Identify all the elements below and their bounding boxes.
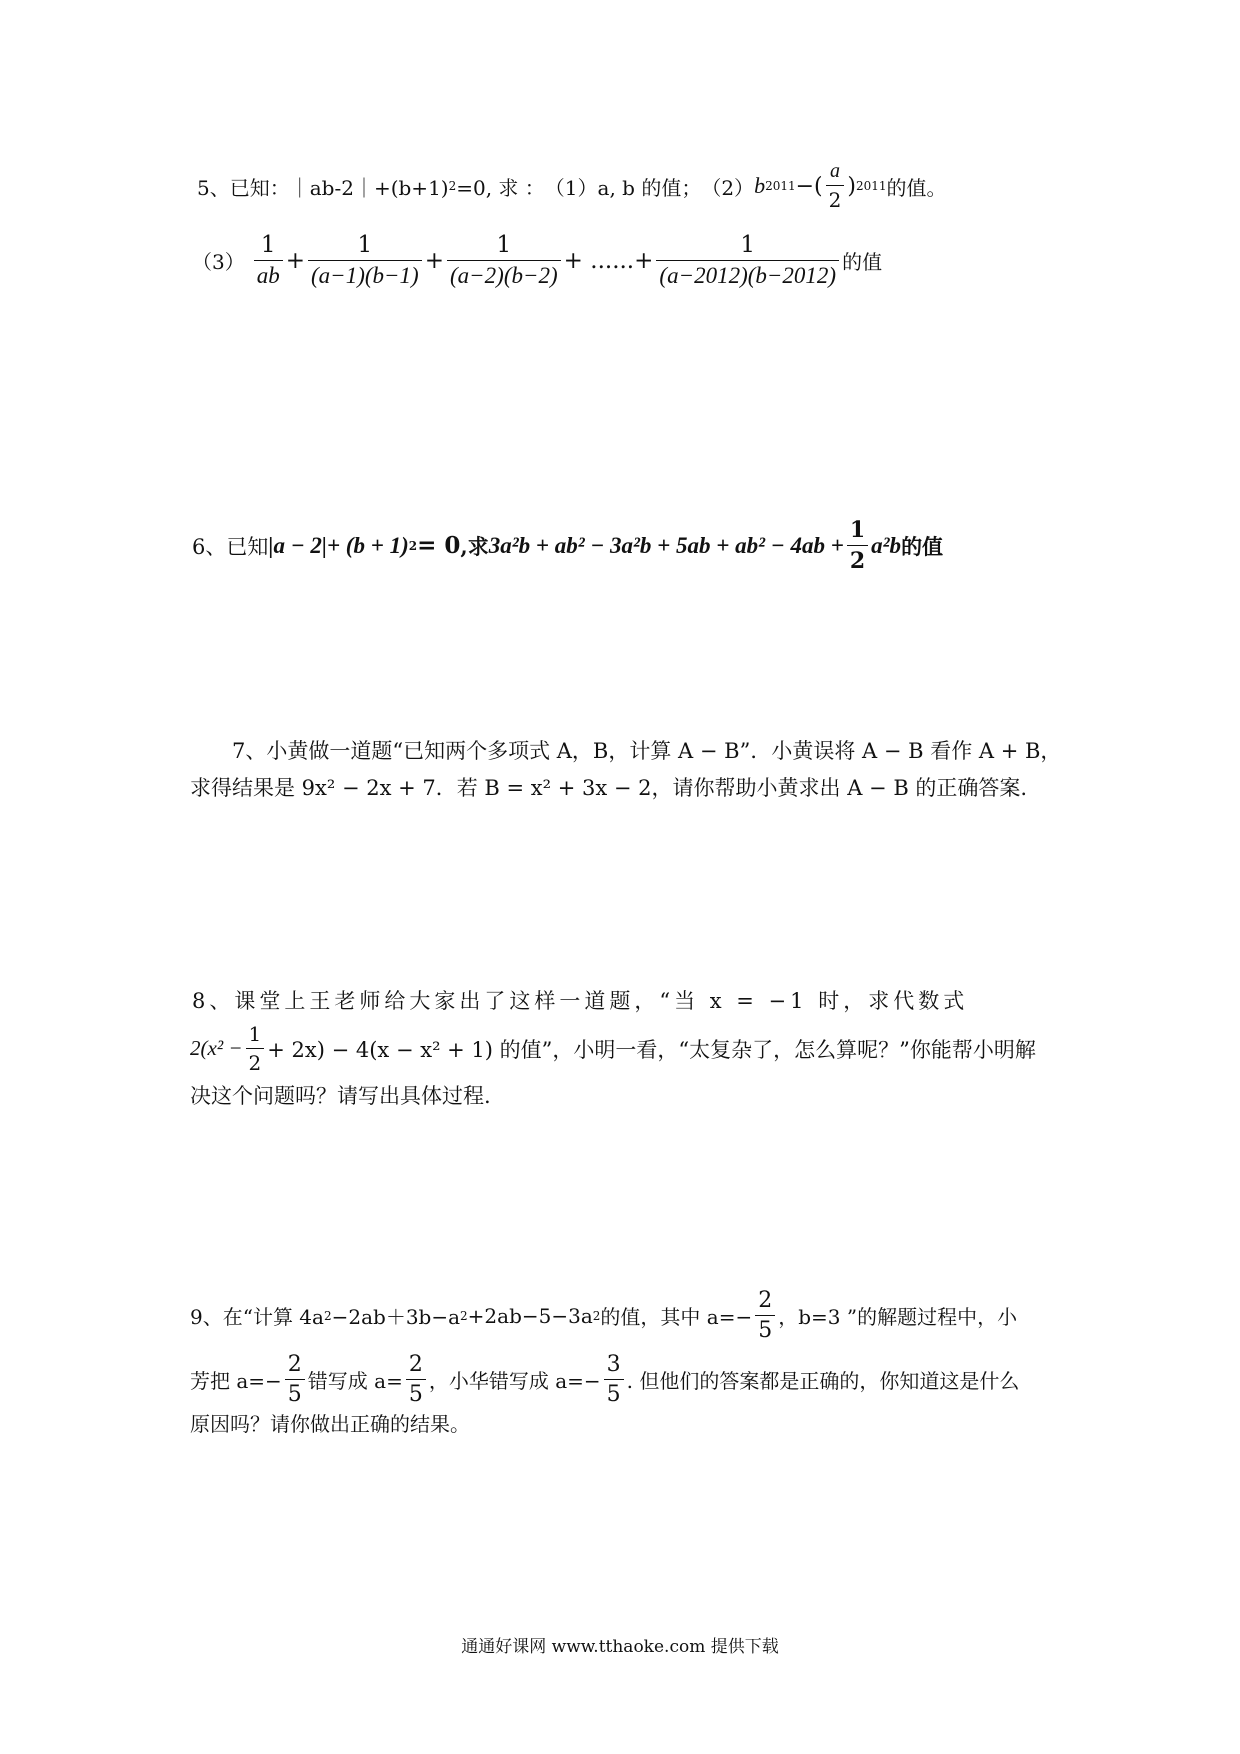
q5-part3-label: （3）: [192, 250, 245, 274]
q5-part2-minus: −(: [795, 173, 823, 199]
q9-l2-c: ，小华错写成 a=−: [428, 1369, 601, 1393]
q5-frac-1-num: 1: [260, 232, 276, 258]
q9-frac-2: [285, 1352, 305, 1407]
q8-frac-den: 2: [246, 1048, 265, 1075]
q5-frac-3: [447, 232, 561, 289]
q5-frac-3-num: 1: [496, 232, 512, 258]
q5-part2-fraction: [826, 160, 845, 212]
q5-frac-4: [656, 232, 839, 289]
q9-l1-a: 9、在“计算 4a: [190, 1305, 324, 1329]
q9-frac-3-num: 2: [408, 1352, 423, 1377]
q6-frac-num: 1: [849, 517, 866, 543]
q5-frac-2: [308, 232, 422, 289]
q6-line: 6、 已知 |a − 2| + (b + 1) 2 = 0 ,求 3a²b + ab² − 3a²b + 5ab + ab² − 4ab + $\frac{1}{2}$ a²b 的值: [192, 517, 944, 574]
q9-l1-b: −2ab＋3b−a: [331, 1305, 461, 1329]
q8-expr-a: 2(x² −: [190, 1036, 243, 1060]
q5-part2-close: ): [847, 173, 856, 199]
q9-frac-2-num: 2: [287, 1352, 302, 1377]
q9-frac-2-den: 5: [285, 1379, 305, 1407]
q8-fraction: [246, 1022, 265, 1075]
q9-line3: 原因吗？请你做出正确的结果。: [190, 1412, 470, 1436]
q9-l1-d: 的值，其中 a=−: [600, 1305, 753, 1329]
q5-given: 已知：: [229, 175, 290, 200]
q6-frac-den: 2: [847, 545, 868, 574]
q5-part2-base: b: [754, 173, 766, 198]
q6-expr: 3a²b + ab² − 3a²b + 5ab + ab² − 4ab +: [488, 532, 844, 558]
q5-plus-1: +: [285, 247, 306, 274]
q6-eq: = 0: [417, 532, 461, 559]
q9-frac-1-num: 2: [758, 1288, 773, 1313]
q7-line2: 求得结果是 9x² − 2x + 7．若 B = x² + 3x − 2，请你帮助小黄求出 A − B 的正确答案.: [190, 776, 1028, 800]
q5-line2: [192, 232, 882, 289]
q5-plus-2: +: [424, 247, 444, 274]
q6-plus: + (b + 1): [326, 532, 409, 558]
q8-line3: 决这个问题吗？请写出具体过程.: [190, 1084, 491, 1108]
q5-dots: + ......+: [563, 247, 654, 274]
q8-expr-b: + 2x) − 4(x − x² + 1) 的值”，小明一看，“太复杂了，怎么算呢？”你能帮小明解: [267, 1037, 1036, 1062]
q9-frac-3-den: 5: [406, 1379, 426, 1407]
q5-part3-tail: 的值: [842, 250, 883, 274]
q7-line1: 7、小黄做一道题“已知两个多项式 A，B，计算 A − B”．小黄误将 A − B 看作 A + B，: [232, 739, 1062, 763]
q8-line1: 8、课堂上王老师给大家出了这样一道题，“当 x = −1 时，求代数式: [192, 989, 969, 1013]
q6-ask: ,求: [460, 533, 489, 559]
q8-line2: [190, 1022, 1036, 1075]
page-footer: 通通好课网 www.tthaoke.com 提供下载: [461, 1637, 779, 1657]
q9-frac-4: [604, 1352, 624, 1407]
q6-expr-tail: a²b: [871, 532, 902, 558]
q5-frac-3-den: (a−2)(b−2): [447, 260, 561, 289]
q5-frac-4-num: 1: [740, 232, 756, 258]
q5-part2-frac-num: a: [830, 160, 840, 182]
q9-l1-c: +2ab−5−3a: [467, 1303, 593, 1328]
q5-number: 5、: [197, 175, 230, 200]
q5-condition: ｜ab-2｜+(b+1): [289, 175, 449, 200]
q9-frac-4-den: 5: [604, 1379, 624, 1407]
q5-frac-4-den: (a−2012)(b−2012): [656, 260, 839, 289]
q9-frac-3: [406, 1352, 426, 1407]
q8-frac-num: 1: [248, 1022, 262, 1046]
q5-part2-frac-den: 2: [826, 185, 845, 212]
q9-frac-1: [755, 1288, 775, 1343]
q6-tail: 的值: [901, 533, 944, 559]
q5-frac-2-den: (a−1)(b−1): [308, 260, 422, 289]
q6-number: 6、: [192, 534, 227, 559]
q5-condition-tail: =0, 求 ：: [456, 175, 545, 200]
q6-given: 已知: [226, 534, 269, 559]
q9-l1-e: ，b=3 ”的解题过程中，小: [778, 1305, 1018, 1329]
q5-frac-2-num: 1: [357, 232, 373, 258]
q5-part1: （1）a, b 的值；: [544, 175, 702, 200]
q5-frac-1: [254, 232, 283, 289]
q5-part2: （2）: [701, 175, 755, 200]
q5-part2-tail: 的值。: [886, 175, 947, 200]
q6-abs: |a − 2|: [268, 532, 327, 558]
q9-frac-1-den: 5: [755, 1315, 775, 1343]
q9-line1: 9、在“计算 4a 2 −2ab＋3b−a 2 +2ab−5−3a 2 的值，其中 a=− $\frac{2}{5}$ ，b=3 ”的解题过程中，小: [190, 1288, 1018, 1343]
q9-line2: [190, 1352, 1019, 1407]
q9-l2-b: 错写成 a=: [307, 1369, 403, 1393]
q5-line1: 5、 已知： ｜ab-2｜+(b+1) 2 =0, 求 ： （1）a, b 的值； （2） b 2011 −( $\frac{a}{2}$ ) 2011 的值。: [197, 160, 947, 212]
q6-fraction: [847, 517, 868, 574]
q9-l2-d: . 但他们的答案都是正确的，你知道这是什么: [626, 1369, 1020, 1393]
q9-l2-a: 芳把 a=−: [190, 1369, 282, 1393]
q5-frac-1-den: ab: [254, 260, 283, 289]
q9-frac-4-num: 3: [606, 1352, 621, 1377]
